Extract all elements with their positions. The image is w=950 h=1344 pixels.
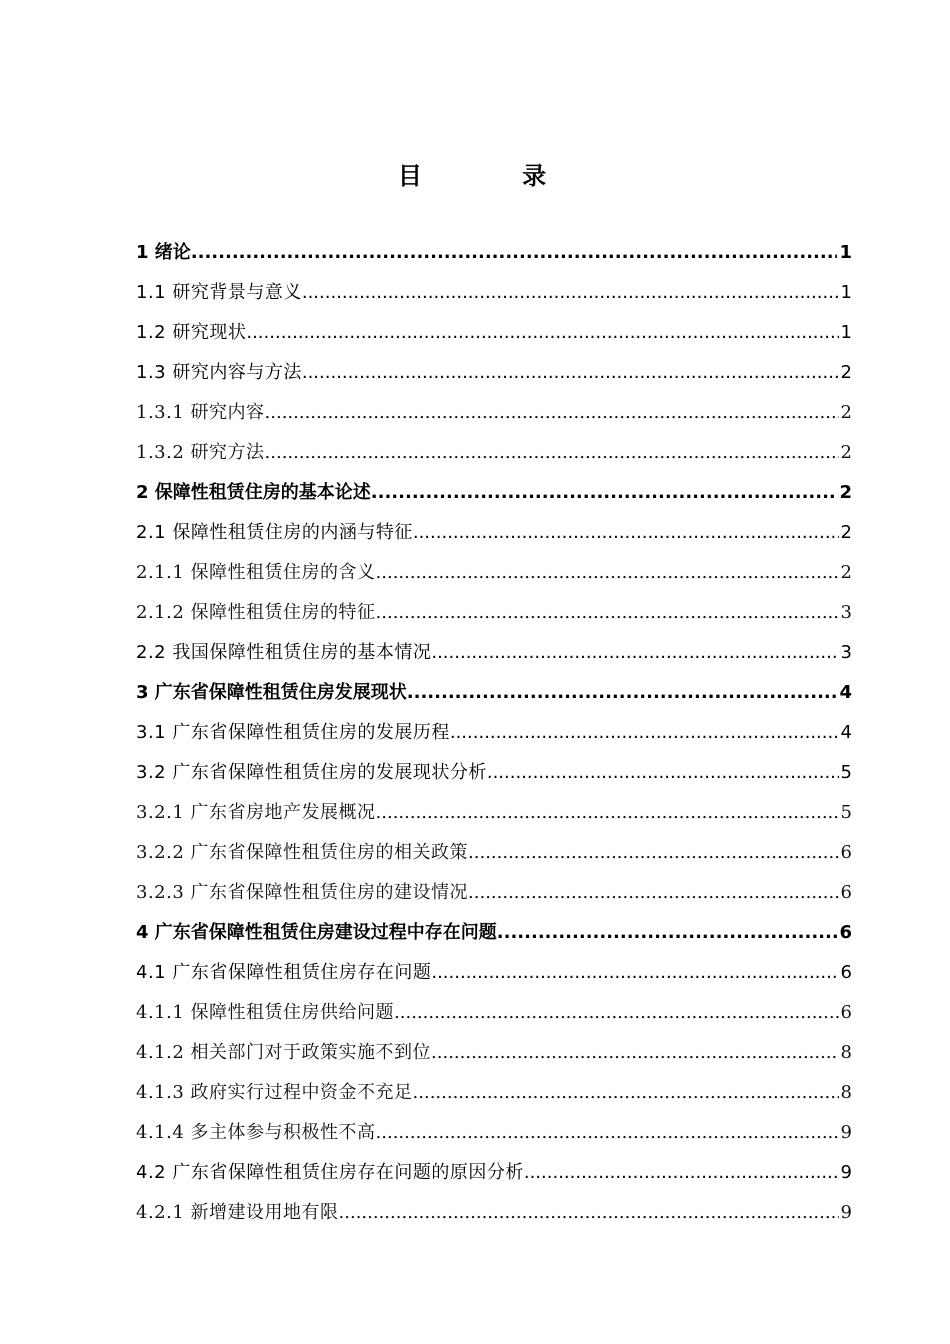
toc-dot-leader: [302, 353, 839, 393]
toc-entry-title: 1.3.2 研究方法: [136, 442, 265, 463]
toc-dot-leader: [302, 273, 839, 313]
toc-page-number: 5: [840, 762, 852, 783]
toc-entry[interactable]: [136, 673, 852, 713]
toc-dot-leader: [376, 593, 839, 633]
toc-entry-title: 1.2 研究现状: [136, 322, 247, 343]
toc-entry-title: 2.2 我国保障性租赁住房的基本情况: [136, 642, 432, 663]
toc-entry-title: 2.1 保障性租赁住房的内涵与特征: [136, 522, 413, 543]
toc-dot-leader: [497, 913, 838, 953]
toc-entry[interactable]: [136, 793, 852, 833]
toc-entry[interactable]: [136, 353, 852, 393]
toc-entry-title: 2.1.1 保障性租赁住房的含义: [136, 562, 376, 583]
toc-dot-leader: [431, 1033, 839, 1073]
toc-entry[interactable]: [136, 1033, 852, 1073]
toc-page-number: 4: [839, 682, 852, 703]
toc-entry[interactable]: [136, 393, 852, 433]
toc-dot-leader: [376, 553, 839, 593]
toc-page-number: 8: [840, 1082, 852, 1103]
page-title: 目 录: [397, 162, 593, 190]
toc-entry[interactable]: [136, 1113, 852, 1153]
toc-page-number: 6: [840, 842, 852, 863]
toc-dot-leader: [413, 1073, 839, 1113]
toc-entry-title: 4.2.1 新增建设用地有限: [136, 1202, 339, 1223]
toc-entry[interactable]: [136, 713, 852, 753]
toc-page-number: 3: [840, 642, 852, 663]
toc-dot-leader: [431, 633, 838, 673]
toc-entry-title: 3.1 广东省保障性租赁住房的发展历程: [136, 722, 450, 743]
toc-page-number: 6: [840, 882, 852, 903]
toc-entry-title: 4.1.2 相关部门对于政策实施不到位: [136, 1042, 432, 1063]
toc-page-number: 6: [840, 1002, 852, 1023]
toc-entry-title: 1 绪论: [136, 242, 191, 263]
toc-entry[interactable]: [136, 913, 852, 953]
toc-dot-leader: [413, 513, 839, 553]
toc-entry-title: 3.2 广东省保障性租赁住房的发展现状分析: [136, 762, 487, 783]
toc-entry[interactable]: [136, 513, 852, 553]
toc-entry[interactable]: [136, 233, 852, 273]
toc-page-number: 9: [840, 1162, 852, 1183]
toc-entry-title: 2.1.2 保障性租赁住房的特征: [136, 602, 376, 623]
toc-entry-title: 3.2.2 广东省保障性租赁住房的相关政策: [136, 842, 469, 863]
toc-entry[interactable]: [136, 1073, 852, 1113]
toc-dot-leader: [265, 393, 839, 433]
toc-page-number: 1: [839, 242, 852, 263]
toc-page-number: 9: [840, 1202, 852, 1223]
toc-entry-title: 4.2 广东省保障性租赁住房存在问题的原因分析: [136, 1162, 524, 1183]
toc-dot-leader: [191, 233, 838, 273]
toc-page-number: 5: [840, 802, 852, 823]
toc-dot-leader: [407, 673, 838, 713]
toc-entry[interactable]: [136, 273, 852, 313]
toc-dot-leader: [487, 753, 839, 793]
toc-entry[interactable]: [136, 1193, 852, 1233]
toc-dot-leader: [376, 1113, 839, 1153]
toc-entry[interactable]: [136, 873, 852, 913]
toc-entry[interactable]: [136, 633, 852, 673]
toc-entry[interactable]: [136, 833, 852, 873]
toc-dot-leader: [468, 833, 839, 873]
toc-dot-leader: [265, 433, 839, 473]
toc-page-number: 9: [840, 1122, 852, 1143]
toc-entry-title: 4.1.3 政府实行过程中资金不充足: [136, 1082, 413, 1103]
toc-entry[interactable]: [136, 313, 852, 353]
toc-page-number: 2: [839, 482, 852, 503]
toc-page-number: 1: [840, 322, 852, 343]
toc-entry-title: 4.1.1 保障性租赁住房供给问题: [136, 1002, 395, 1023]
toc-entry[interactable]: [136, 993, 852, 1033]
toc-page-number: 6: [840, 962, 852, 983]
toc-entry[interactable]: [136, 433, 852, 473]
toc-page-number: 1: [840, 282, 852, 303]
toc-entry-title: 1.3.1 研究内容: [136, 402, 265, 423]
toc-entry-title: 3 广东省保障性租赁住房发展现状: [136, 682, 407, 703]
toc-entry[interactable]: [136, 1153, 852, 1193]
toc-entry-title: 2 保障性租赁住房的基本论述: [136, 482, 371, 503]
toc-page-number: 2: [840, 402, 852, 423]
toc-page-number: 6: [839, 922, 852, 943]
toc-page-number: 8: [840, 1042, 852, 1063]
toc-dot-leader: [246, 313, 838, 353]
toc-entry-title: 4.1 广东省保障性租赁住房存在问题: [136, 962, 432, 983]
table-of-contents: [136, 233, 852, 1233]
toc-entry-title: 1.3 研究内容与方法: [136, 362, 302, 383]
toc-entry-title: 1.1 研究背景与意义: [136, 282, 302, 303]
toc-dot-leader: [468, 873, 839, 913]
toc-page-number: 2: [840, 562, 852, 583]
toc-dot-leader: [339, 1193, 839, 1233]
toc-dot-leader: [376, 793, 839, 833]
toc-dot-leader: [371, 473, 838, 513]
toc-entry[interactable]: [136, 473, 852, 513]
toc-entry-title: 4.1.4 多主体参与积极性不高: [136, 1122, 376, 1143]
toc-page-number: 3: [840, 602, 852, 623]
toc-entry-title: 3.2.3 广东省保障性租赁住房的建设情况: [136, 882, 469, 903]
toc-entry[interactable]: [136, 753, 852, 793]
toc-entry[interactable]: [136, 953, 852, 993]
toc-dot-leader: [450, 713, 839, 753]
toc-entry-title: 3.2.1 广东省房地产发展概况: [136, 802, 376, 823]
toc-page-number: 2: [840, 362, 852, 383]
toc-entry-title: 4 广东省保障性租赁住房建设过程中存在问题: [136, 922, 497, 943]
toc-page-number: 2: [840, 522, 852, 543]
toc-page-number: 2: [840, 442, 852, 463]
toc-entry[interactable]: [136, 593, 852, 633]
toc-dot-leader: [394, 993, 839, 1033]
toc-entry[interactable]: [136, 553, 852, 593]
toc-dot-leader: [431, 953, 838, 993]
toc-dot-leader: [524, 1153, 839, 1193]
toc-page-number: 4: [840, 722, 852, 743]
